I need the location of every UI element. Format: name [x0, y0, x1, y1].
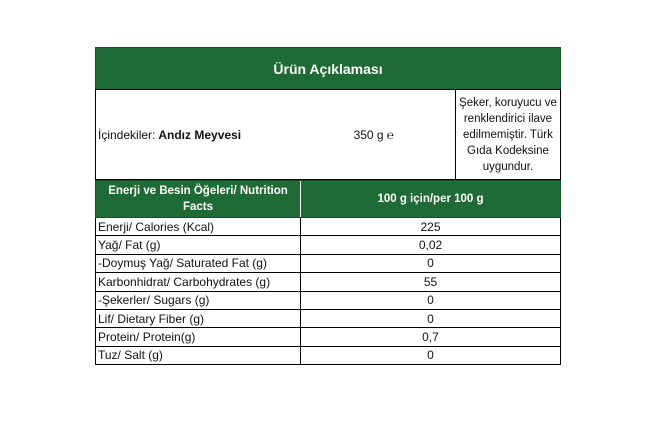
table-row [95, 218, 561, 236]
table-title: Ürün Açıklaması [95, 47, 561, 89]
table-row [95, 292, 561, 310]
nutrient-value: 225 [420, 219, 441, 234]
table-row [95, 328, 561, 346]
nutrition-header-left: Enerji ve Besin Öğeleri/ Nutrition Facts [96, 181, 301, 217]
nutrition-header-right: 100 g için/per 100 g [377, 193, 484, 205]
ingredients-cell [96, 90, 292, 179]
nutrient-label: Tuz/ Salt (g) [96, 347, 301, 364]
nutrient-label: Protein/ Protein(g) [96, 328, 301, 345]
ingredients-label: İçindekiler: [98, 127, 156, 142]
table-row [95, 310, 561, 328]
ingredients-row [95, 89, 561, 180]
nutrient-value: 0 [427, 311, 434, 326]
table-row [95, 273, 561, 291]
nutrient-label: -Şekerler/ Sugars (g) [96, 292, 301, 309]
nutrient-label: Karbonhidrat/ Carbohydrates (g) [96, 273, 301, 290]
ingredients-value: Andız Meyvesi [158, 127, 242, 142]
table-row [95, 255, 561, 273]
nutrient-value: 0 [427, 256, 434, 271]
nutrient-value: 0 [427, 348, 434, 363]
nutrient-value: 0,7 [422, 330, 439, 345]
weight-cell [292, 90, 454, 179]
product-info-table [95, 47, 561, 365]
table-row [95, 347, 561, 365]
note-cell: Şeker, koruyucu ve renklendirici ilave edilmemiştir. Türk Gıda Kodeksine uygundur. [455, 90, 560, 179]
nutrient-label: Lif/ Dietary Fiber (g) [96, 310, 301, 327]
nutrient-value: 0,02 [418, 238, 443, 253]
nutrient-value: 0 [427, 293, 434, 308]
nutrition-rows [95, 218, 561, 365]
estimated-sign-icon: ℮ [386, 127, 394, 142]
nutrient-label: Yağ/ Fat (g) [96, 236, 301, 253]
nutrition-header [95, 180, 561, 218]
nutrient-label: Enerji/ Calories (Kcal) [96, 218, 301, 235]
nutrient-value: 55 [423, 274, 438, 289]
nutrient-label: -Doymuş Yağ/ Saturated Fat (g) [96, 255, 301, 272]
table-row [95, 236, 561, 254]
weight-value: 350 g [353, 127, 384, 142]
